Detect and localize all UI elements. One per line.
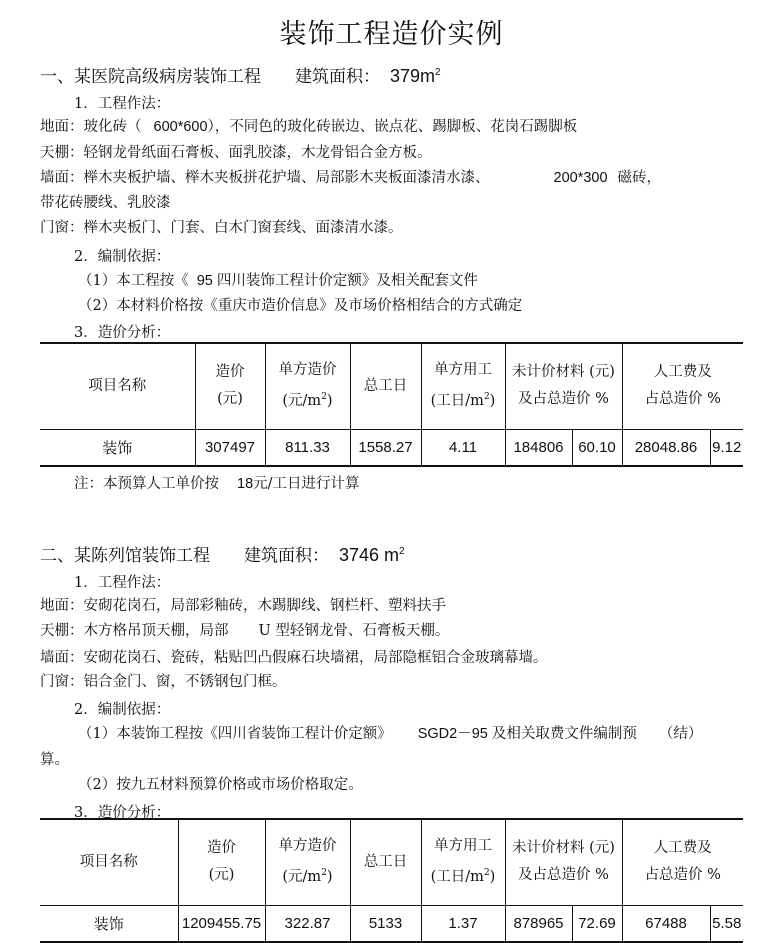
header-total-labor: 总工日 xyxy=(350,343,421,429)
cell-total-labor: 5133 xyxy=(350,905,421,942)
s2-door-line: 门窗：铝合金门、窗，不锈钢包门框。 xyxy=(40,674,287,690)
cell-material: 184806 xyxy=(505,429,572,466)
s1-wall-line: 墙面：榉木夹板护墙、榉木夹板拼花护墙、局部影木夹板面漆清水漆、 200*300 磁砖， xyxy=(40,170,662,186)
s2-basis-2: （2）按九五材料预算价格或市场价格取定。 xyxy=(78,777,363,793)
header-cost: 造价 (元) xyxy=(195,343,265,429)
s2-ceiling-line: 天棚：木方格吊顶天棚，局部 U 型轻钢龙骨、石膏板天棚。 xyxy=(40,623,450,639)
cell-name: 装饰 xyxy=(40,429,195,466)
section-2-area-label: 建筑面积： xyxy=(244,546,329,566)
cell-labor-cost: 28048.86 xyxy=(622,429,710,466)
header-unit-cost: 单方造价 (元$/m^2$) xyxy=(265,343,350,429)
header-unit-labor: 单方用工 (工日$/m^2$) xyxy=(421,343,505,429)
cell-unit-cost: 322.87 xyxy=(265,905,350,942)
s2-subheading-analysis: 3．造价分析： xyxy=(74,805,171,821)
cell-total-labor: 1558.27 xyxy=(350,429,421,466)
table-row xyxy=(40,429,743,466)
s2-cost-table xyxy=(40,818,743,943)
section-1-title: 一、某医院高级病房装饰工程 xyxy=(40,67,261,87)
s1-subheading-basis: 2．编制依据： xyxy=(74,249,171,265)
header-item-name: 项目名称 xyxy=(40,343,195,429)
section-2-title: 二、某陈列馆装饰工程 xyxy=(40,546,210,566)
s1-cost-table xyxy=(40,342,743,467)
header-total-labor: 总工日 xyxy=(350,819,421,905)
cell-unit-labor: 1.37 xyxy=(421,905,505,942)
table-row xyxy=(40,905,743,942)
cell-cost: 307497 xyxy=(195,429,265,466)
header-item-name: 项目名称 xyxy=(40,819,178,905)
s1-basis-2: （2）本材料价格按《重庆市造价信息》及市场价格相结合的方式确定 xyxy=(78,298,523,314)
cell-material-pct: 72.69 xyxy=(572,905,622,942)
cell-labor-pct: 5.58 xyxy=(710,905,743,942)
cell-material: 878965 xyxy=(505,905,572,942)
s2-subheading-basis: 2．编制依据： xyxy=(74,702,171,718)
cell-unit-labor: 4.11 xyxy=(421,429,505,466)
section-2-area-value: 3746 $m^2$ xyxy=(339,545,405,565)
section-2-heading xyxy=(40,541,405,566)
s1-door-line: 门窗：榉木夹板门、门套、白木门窗套线、面漆清水漆。 xyxy=(40,220,403,236)
cell-unit-cost: 811.33 xyxy=(265,429,350,466)
header-labor-cost: 人工费及 占总造价 % xyxy=(622,819,743,905)
page-title: 装饰工程造价实例 xyxy=(279,19,504,50)
s2-subheading-method: 1．工程作法： xyxy=(74,575,171,591)
s1-note: 注：本预算人工单价按 18元/工日进行计算 xyxy=(74,476,360,492)
table-header-row xyxy=(40,343,743,429)
section-1-area-value: $379m^2$ xyxy=(390,66,441,86)
s1-floor-line: 地面：玻化砖（ 600*600），不同色的玻化砖嵌边、嵌点花、踢脚板、花岗石踢脚板 xyxy=(40,119,578,135)
section-1-heading xyxy=(40,62,441,87)
section-1-area-label: 建筑面积： xyxy=(295,67,380,87)
header-material: 未计价材料 (元) 及占总造价 % xyxy=(505,343,622,429)
cell-cost: 1209455.75 xyxy=(178,905,265,942)
header-unit-cost: 单方造价 (元$/m^2$) xyxy=(265,819,350,905)
cell-name: 装饰 xyxy=(40,905,178,942)
s1-subheading-method: 1．工程作法： xyxy=(74,96,171,112)
s1-ceiling-line: 天棚：轻钢龙骨纸面石膏板、面乳胶漆，木龙骨铝合金方板。 xyxy=(40,145,432,161)
s1-subheading-analysis: 3．造价分析： xyxy=(74,325,171,341)
s2-floor-line: 地面：安砌花岗石，局部彩釉砖，木踢脚线、钢栏杆、塑料扶手 xyxy=(40,598,446,614)
cell-labor-cost: 67488 xyxy=(622,905,710,942)
header-labor-cost: 人工费及 占总造价 % xyxy=(622,343,743,429)
s2-basis-1-cont: 算。 xyxy=(40,752,69,768)
header-unit-labor: 单方用工 (工日$/m^2$) xyxy=(421,819,505,905)
s2-wall-line: 墙面：安砌花岗石、瓷砖，粘贴凹凸假麻石块墙裙，局部隐框铝合金玻璃幕墙。 xyxy=(40,650,548,666)
header-material: 未计价材料 (元) 及占总造价 % xyxy=(505,819,622,905)
cell-material-pct: 60.10 xyxy=(572,429,622,466)
s1-basis-1: （1）本工程按《 95 四川装饰工程计价定额》及相关配套文件 xyxy=(78,273,478,289)
table-header-row xyxy=(40,819,743,905)
header-cost: 造价 (元) xyxy=(178,819,265,905)
s1-wall-line-cont: 带花砖腰线、乳胶漆 xyxy=(40,195,171,211)
cell-labor-pct: 9.12 xyxy=(710,429,743,466)
s2-basis-1: （1）本装饰工程按《四川省装饰工程计价定额》 SGD2－95 及相关取费文件编制预 （结） xyxy=(78,726,703,742)
